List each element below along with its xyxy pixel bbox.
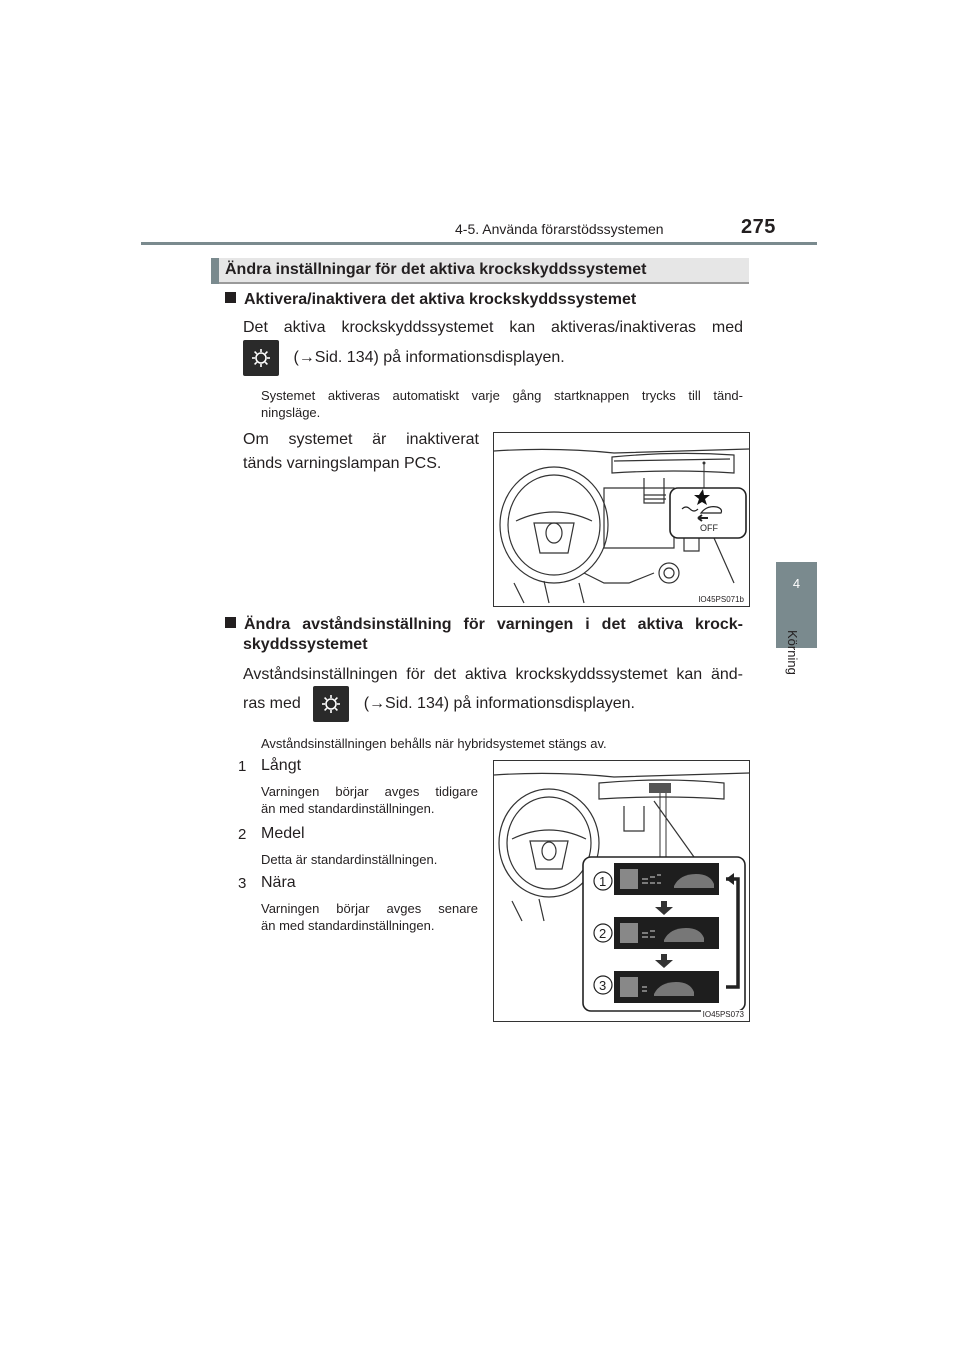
distance-settings-illustration: [494, 761, 749, 1021]
figure-distance-settings: [493, 760, 750, 1022]
item-title: Långt: [261, 757, 302, 774]
distance-line2: ras med (→Sid. 134) på informationsdisplayen.: [243, 686, 635, 722]
distance-line1: Avståndsinställningen för det aktiva krockskyddssystemet kan änd-: [243, 666, 743, 683]
settings-gear-icon: [243, 340, 279, 376]
item-number: 1: [238, 758, 247, 775]
bullet-square: [225, 617, 236, 628]
item-number: 3: [238, 875, 247, 892]
section-title: [211, 258, 749, 284]
chapter-label: Körning: [785, 630, 800, 675]
item-desc-line1: Varningen börjar avges senare: [261, 901, 478, 916]
figure-code: IO45PS071b: [698, 595, 744, 604]
bullet-square: [225, 292, 236, 303]
item-number: 2: [238, 826, 247, 843]
section-title-bar: [211, 258, 219, 284]
item-desc-line2: än med standardinställningen.: [261, 801, 435, 816]
settings-gear-icon: [313, 686, 349, 722]
activate-line2: (→Sid. 134) på informationsdisplayen.: [243, 340, 565, 376]
activate-heading: Aktivera/inaktivera det aktiva krockskyddssystemet: [225, 291, 636, 309]
page-number: 275: [741, 216, 776, 238]
pcs-off-label: OFF: [700, 523, 718, 533]
callout-label: 2: [599, 926, 607, 941]
figure-dashboard-pcs-off: [493, 432, 750, 607]
item-desc-line2: än med standardinställningen.: [261, 918, 435, 933]
dashboard-illustration: [494, 433, 749, 606]
activate-note-line1: Systemet aktiveras automatiskt varje gång startknappen trycks till tänd-: [261, 388, 743, 403]
activate-text-line2: tänds varningslampan PCS.: [243, 455, 442, 472]
distance-heading-line2: skyddssystemet: [243, 636, 368, 653]
section-header: 4-5. Använda förarstödssystemen: [455, 221, 664, 237]
item-title: Nära: [261, 874, 296, 891]
figure-code: IO45PS073: [702, 1010, 744, 1019]
activate-line1: Det aktiva krockskyddssystemet kan aktiveras/inaktiveras med: [243, 319, 743, 336]
activate-note-line2: ningsläge.: [261, 405, 321, 420]
activate-text-line1: Om systemet är inaktiverat: [243, 431, 479, 448]
item-desc-line1: Varningen börjar avges tidigare: [261, 784, 478, 799]
callout-label: 1: [599, 874, 607, 889]
item-title: Medel: [261, 825, 305, 842]
header-rule: [141, 242, 817, 245]
callout-label: 3: [599, 978, 607, 993]
distance-note: Avståndsinställningen behålls när hybridsystemet stängs av.: [261, 736, 607, 751]
section-title-text: Ändra inställningar för det aktiva krockskyddssystemet: [225, 261, 647, 278]
distance-heading-line1: Ändra avståndsinställning för varningen i det aktiva krock-: [225, 616, 743, 634]
item-desc-line1: Detta är standardinställningen.: [261, 852, 438, 867]
chapter-number: 4: [792, 576, 801, 591]
